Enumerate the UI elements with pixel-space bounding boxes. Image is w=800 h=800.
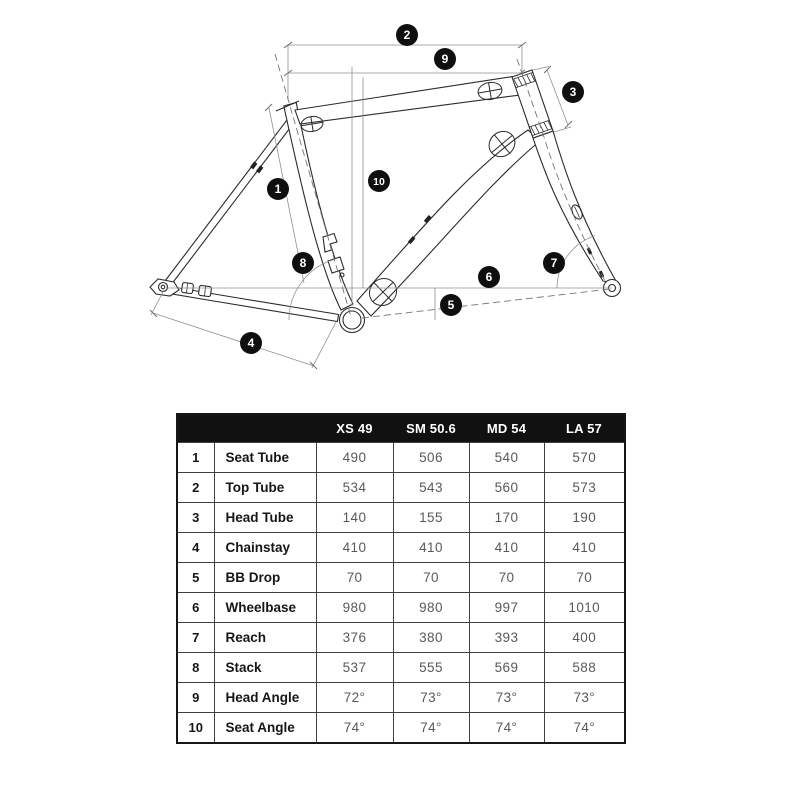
value-cell: 506	[393, 443, 469, 473]
callout-7	[543, 252, 565, 274]
value-cell: 70	[316, 563, 393, 593]
bb-to-front-axle	[362, 289, 610, 318]
column-header-md: MD 54	[469, 414, 544, 443]
chain-stay	[169, 287, 338, 322]
callout-1	[267, 178, 289, 200]
value-cell: 400	[544, 623, 625, 653]
value-cell: 1010	[544, 593, 625, 623]
callout-4	[240, 332, 262, 354]
value-cell: 72°	[316, 683, 393, 713]
callout-5	[440, 294, 462, 316]
row-number-cell: 10	[177, 713, 214, 744]
value-cell: 543	[393, 473, 469, 503]
value-cell: 73°	[544, 683, 625, 713]
value-cell: 573	[544, 473, 625, 503]
value-cell: 74°	[544, 713, 625, 744]
table-row	[177, 563, 625, 593]
row-number-cell: 7	[177, 623, 214, 653]
row-label-cell: Head Angle	[214, 683, 316, 713]
value-cell: 410	[316, 533, 393, 563]
column-header-la: LA 57	[544, 414, 625, 443]
table-row	[177, 593, 625, 623]
seat-tube	[284, 103, 353, 311]
header-spacer	[214, 414, 316, 443]
value-cell: 410	[393, 533, 469, 563]
value-cell: 555	[393, 653, 469, 683]
row-label-cell: Head Tube	[214, 503, 316, 533]
dim-chainstay	[153, 313, 314, 366]
value-cell: 410	[469, 533, 544, 563]
table-row	[177, 683, 625, 713]
callout-9	[434, 48, 456, 70]
value-cell: 380	[393, 623, 469, 653]
value-cell: 560	[469, 473, 544, 503]
table-header-row	[177, 414, 625, 443]
value-cell: 170	[469, 503, 544, 533]
svg-text:6: 6	[485, 270, 493, 285]
value-cell: 73°	[469, 683, 544, 713]
value-cell: 74°	[393, 713, 469, 744]
value-cell: 73°	[393, 683, 469, 713]
row-number-cell: 4	[177, 533, 214, 563]
row-label-cell: Reach	[214, 623, 316, 653]
value-cell: 997	[469, 593, 544, 623]
row-label-cell: Seat Angle	[214, 713, 316, 744]
callout-2	[396, 24, 418, 46]
value-cell: 569	[469, 653, 544, 683]
value-cell: 588	[544, 653, 625, 683]
row-number-cell: 8	[177, 653, 214, 683]
value-cell: 140	[316, 503, 393, 533]
seat-stay	[165, 116, 296, 285]
callout-10	[368, 170, 390, 192]
frame-outline	[150, 70, 621, 333]
value-cell: 74°	[469, 713, 544, 744]
table-row	[177, 443, 625, 473]
table-row	[177, 473, 625, 503]
value-cell: 74°	[316, 713, 393, 744]
row-label-cell: Seat Tube	[214, 443, 316, 473]
callout-3	[562, 81, 584, 103]
svg-text:4: 4	[247, 336, 255, 351]
value-cell: 155	[393, 503, 469, 533]
value-cell: 410	[544, 533, 625, 563]
row-label-cell: Top Tube	[214, 473, 316, 503]
row-label-cell: Wheelbase	[214, 593, 316, 623]
value-cell: 534	[316, 473, 393, 503]
row-number-cell: 2	[177, 473, 214, 503]
header-spacer	[177, 414, 214, 443]
svg-text:8: 8	[299, 256, 307, 271]
svg-text:3: 3	[569, 85, 577, 100]
value-cell: 570	[544, 443, 625, 473]
svg-text:2: 2	[403, 28, 411, 43]
value-cell: 980	[393, 593, 469, 623]
callout-8	[292, 252, 314, 274]
value-cell: 70	[393, 563, 469, 593]
table-row	[177, 503, 625, 533]
table-row	[177, 623, 625, 653]
row-number-cell: 6	[177, 593, 214, 623]
value-cell: 70	[469, 563, 544, 593]
row-label-cell: BB Drop	[214, 563, 316, 593]
svg-text:7: 7	[550, 256, 558, 271]
callout-6	[478, 266, 500, 288]
derailleur-mount	[323, 234, 337, 253]
column-header-xs: XS 49	[316, 414, 393, 443]
row-label-cell: Chainstay	[214, 533, 316, 563]
value-cell: 70	[544, 563, 625, 593]
svg-text:10: 10	[373, 175, 385, 188]
svg-text:1: 1	[274, 182, 282, 197]
value-cell: 490	[316, 443, 393, 473]
value-cell: 190	[544, 503, 625, 533]
row-label-cell: Stack	[214, 653, 316, 683]
svg-text:5: 5	[447, 298, 455, 313]
svg-text:9: 9	[441, 52, 449, 67]
geometry-table	[176, 413, 626, 744]
table-row	[177, 533, 625, 563]
row-number-cell: 5	[177, 563, 214, 593]
table-row	[177, 653, 625, 683]
construction-lines	[150, 42, 612, 369]
table-row	[177, 713, 625, 744]
row-number-cell: 9	[177, 683, 214, 713]
value-cell: 376	[316, 623, 393, 653]
value-cell: 540	[469, 443, 544, 473]
value-cell: 537	[316, 653, 393, 683]
value-cell: 393	[469, 623, 544, 653]
row-number-cell: 3	[177, 503, 214, 533]
row-number-cell: 1	[177, 443, 214, 473]
column-header-sm: SM 50.6	[393, 414, 469, 443]
value-cell: 980	[316, 593, 393, 623]
